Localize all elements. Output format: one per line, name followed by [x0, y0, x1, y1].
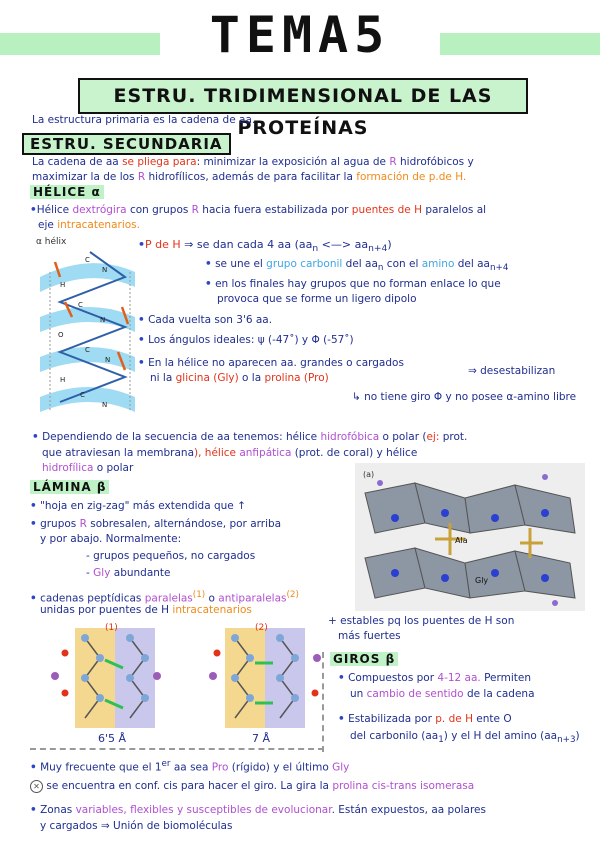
nogiro-text: ↳ no tiene giro Φ y no posee α-amino libre	[352, 391, 577, 403]
secuencia-line-2: que atraviesan la membrana), hélice anfipática (prot. de coral) y hélice	[42, 447, 418, 459]
svg-text:H: H	[60, 376, 66, 384]
page-title: TEMA5	[209, 6, 391, 64]
svg-text:N: N	[100, 316, 106, 324]
lamina-bullet-3-line-1: • cadenas peptídicas paralelas$^{(1)}$ o antiparalelas$^{(2)}$	[30, 590, 299, 605]
vuelta-text: • Cada vuelta son 3'6 aa.	[138, 314, 273, 326]
pdeh-sub-2-line-2: provoca que se forme un ligero dipolo	[217, 293, 417, 305]
intro-text: La estructura primaria es la cadena de aa.	[32, 114, 256, 126]
final-line-2: ✕ se encuentra en conf. cis para hacer el giro. La gira la prolina cis-trans isomerasa	[30, 779, 474, 794]
helice-line-1: •Hélice dextrógira con grupos R hacia fuera estabilizada por puentes de H paralelos al	[30, 204, 487, 216]
antiparallel-sheet-figure	[205, 618, 325, 733]
svg-text:O: O	[58, 331, 64, 339]
section-heading-helice: HÉLICE α	[30, 185, 104, 199]
desestabilizan-text: ⇒ desestabilizan	[468, 365, 556, 377]
nohay-line-2: ni la glicina (Gly) o la prolina (Pro)	[150, 372, 329, 384]
secuencia-line-3: hidrofílica o polar	[42, 462, 134, 474]
svg-text:C: C	[85, 256, 90, 264]
title-band-right	[440, 33, 600, 55]
cis-icon: ✕	[30, 780, 43, 793]
alpha-helix-figure	[30, 232, 150, 422]
secuencia-line-1: • Dependiendo de la secuencia de aa tenemos: hélice hidrofóbica o polar (ej: prot.	[32, 431, 468, 443]
antiparallel-distance: 7 Å	[252, 732, 271, 745]
final-line-4: y cargados ⇒ Unión de biomoléculas	[40, 820, 233, 832]
beta-sheet-fig-a: (a)	[363, 470, 375, 479]
parallel-distance: 6'5 Å	[98, 732, 127, 745]
page-subtitle: ESTRU. TRIDIMENSIONAL DE LAS PROTEÍNAS	[78, 78, 528, 114]
angulos-text: • Los ángulos ideales: ψ (-47˚) y Φ (-57˚)	[138, 334, 354, 346]
pdeh-sub-2-line-1: • en los finales hay grupos que no forman enlace lo que	[205, 278, 501, 290]
parallel-sheet-figure	[45, 618, 165, 733]
beta-sheet-fig-ala: Ala	[455, 536, 468, 545]
final-line-3: • Zonas variables, flexibles y susceptibles de evolucionar. Están expuestos, aa polares	[30, 804, 486, 816]
svg-text:C: C	[80, 391, 85, 399]
section-heading-lamina: LÁMINA β	[30, 480, 109, 494]
svg-text:C: C	[78, 301, 83, 309]
svg-text:C: C	[85, 346, 90, 354]
pdeh-sub-1: • se une el grupo carbonil del $aa_n$ con el amino del $aa_{n+4}$	[205, 258, 509, 274]
antiparallel-sheet-label: (2)	[255, 623, 268, 633]
beta-sheet-figure	[355, 463, 585, 611]
section-heading-secundaria: ESTRU. SECUNDARIA	[22, 133, 231, 155]
lamina-bullet-2-sub-2: - Gly abundante	[86, 567, 171, 579]
giros-bullet-1-line-2: un cambio de sentido de la cadena	[350, 688, 535, 700]
secundaria-line-1: La cadena de aa se pliega para: minimizar la exposición al agua de R hidrofóbicos y	[32, 156, 474, 168]
lamina-bullet-2-line-2: y por abajo. Normalmente:	[40, 533, 182, 545]
section-heading-giros: GIROS β	[330, 652, 398, 666]
giros-bullet-2-line-2: del carbonilo $(aa_1)$ y el H del amino $(aa_{n+3})$	[350, 730, 580, 746]
estables-line-2: más fuertes	[338, 630, 401, 642]
title-band-left	[0, 33, 160, 55]
alpha-helix-label: α hélix	[36, 237, 67, 247]
beta-sheet-fig-gly: Gly	[475, 576, 489, 585]
parallel-sheet-label: (1)	[105, 623, 118, 633]
final-line-1: • Muy frecuente que el 1er aa sea Pro (rígido) y el último Gly	[30, 759, 350, 774]
estables-line-1: + estables pq los puentes de H son	[328, 615, 515, 627]
lamina-bullet-2-line-1: • grupos R sobresalen, alternándose, por arriba	[30, 518, 282, 530]
secundaria-line-2: maximizar la de los R hidrofílicos, además de para facilitar la formación de p.de H.	[32, 171, 467, 183]
giros-divider-horizontal	[30, 748, 324, 750]
svg-text:N: N	[105, 356, 111, 364]
lamina-bullet-2-sub-1: - grupos pequeños, no cargados	[86, 550, 256, 562]
svg-text:H: H	[60, 281, 66, 289]
giros-bullet-1-line-1: • Compuestos por 4-12 aa. Permiten	[338, 672, 532, 684]
lamina-bullet-3-line-2: unidas por puentes de H intracatenarios	[40, 604, 252, 616]
svg-text:N: N	[102, 266, 108, 274]
helice-line-2: eje intracatenarios.	[38, 219, 140, 231]
giros-divider-vertical	[322, 652, 324, 752]
nohay-line-1: • En la hélice no aparecen aa. grandes o cargados	[138, 357, 404, 369]
svg-text:N: N	[102, 401, 108, 409]
giros-bullet-2-line-1: • Estabilizada por p. de H ente O	[338, 713, 512, 725]
pdeh-line: •P de H ⇒ se dan cada 4 aa ($aa_n$ <—> $aa_{n+4}$)	[138, 238, 392, 255]
lamina-bullet-1: • "hoja en zig-zag" más extendida que ↑	[30, 500, 246, 512]
